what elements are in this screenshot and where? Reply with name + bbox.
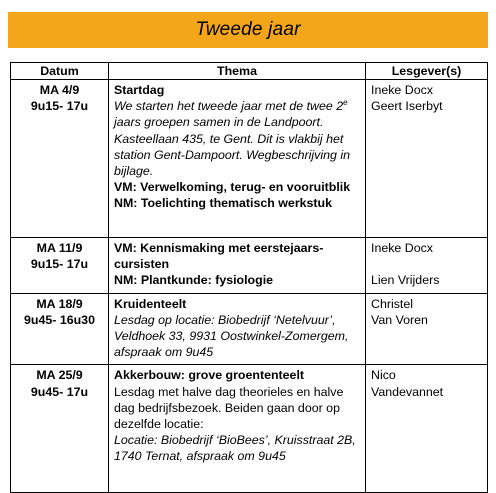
theme-cell bbox=[109, 80, 366, 238]
theme-location: Lesdag op locatie: Biobedrijf ‘Netelvuur’, Veldhoek 33, 9931 Oostwinkel-Zomergem, afspraak om 9u45 bbox=[114, 312, 349, 360]
teacher-cell bbox=[366, 238, 488, 294]
theme-cell bbox=[109, 238, 366, 294]
teacher-cell bbox=[366, 80, 488, 238]
page-title: Tweede jaar bbox=[195, 19, 301, 40]
theme-morning: VM: Verwelkoming, terug- en vooruitblik bbox=[114, 180, 351, 195]
date-day: MA 18/9 bbox=[36, 296, 83, 311]
teacher-name: Lien Vrijders bbox=[371, 273, 440, 288]
teacher-name: Ineke Docx bbox=[371, 241, 433, 255]
theme-description: Lesdag met halve dag theorieles en halve dag bedrijfsbezoek. Beiden gaan door op dezelfde locatie: bbox=[114, 384, 344, 432]
theme-cell bbox=[109, 293, 366, 365]
date-cell bbox=[11, 238, 109, 294]
date-time: 9u45- 16u30 bbox=[24, 312, 95, 327]
date-time: 9u15- 17u bbox=[30, 257, 89, 272]
date-day: MA 4/9 bbox=[39, 83, 80, 97]
theme-title: Akkerbouw: grove groententeelt bbox=[114, 368, 305, 383]
theme-morning: VM: Kennismaking met eerstejaars-cursisten bbox=[114, 241, 324, 272]
date-time: 9u45- 17u bbox=[30, 384, 89, 399]
date-cell bbox=[11, 80, 109, 238]
theme-location: Locatie: Biobedrijf ‘BioBees’, Kruisstraat 2B, 1740 Ternat, afspraak om 9u45 bbox=[114, 433, 356, 464]
theme-title: Kruidenteelt bbox=[114, 296, 187, 311]
header-teacher: Lesgever(s) bbox=[366, 63, 488, 80]
theme-description: We starten het tweede jaar met de twee 2e jaars groepen samen in de Landpoort. Kasteellaan 435, te Gent. Dit is vlakbij het station Gent-Dampoort. Wegbeschrijving in bijlage. bbox=[114, 98, 350, 179]
theme-afternoon: NM: Toelichting thematisch werkstuk bbox=[114, 196, 333, 211]
teacher-name: Van Voren bbox=[371, 312, 428, 327]
teacher-name: Vandevannet bbox=[371, 384, 444, 399]
date-day: MA 25/9 bbox=[36, 368, 83, 383]
teacher-name: Nico bbox=[371, 368, 396, 383]
title-banner bbox=[8, 12, 488, 48]
date-cell bbox=[11, 293, 109, 365]
teacher-cell bbox=[366, 365, 488, 493]
spacer bbox=[371, 256, 482, 272]
theme-afternoon: NM: Plantkunde: fysiologie bbox=[114, 273, 274, 288]
header-date: Datum bbox=[11, 63, 109, 80]
table-row bbox=[11, 238, 488, 294]
theme-cell bbox=[109, 365, 366, 493]
header-theme: Thema bbox=[109, 63, 366, 80]
teacher-cell bbox=[366, 293, 488, 365]
teacher-name: Christel bbox=[371, 296, 413, 311]
date-day: MA 11/9 bbox=[36, 241, 83, 255]
schedule-table bbox=[10, 62, 488, 493]
table-row bbox=[11, 293, 488, 365]
teacher-name: Geert Iserbyt bbox=[371, 99, 443, 114]
date-cell bbox=[11, 365, 109, 493]
header-row bbox=[11, 63, 488, 80]
teacher-name: Ineke Docx bbox=[371, 83, 433, 97]
table-row bbox=[11, 365, 488, 493]
date-time: 9u15- 17u bbox=[30, 99, 89, 114]
table-row bbox=[11, 80, 488, 238]
theme-title: Startdag bbox=[114, 83, 165, 97]
